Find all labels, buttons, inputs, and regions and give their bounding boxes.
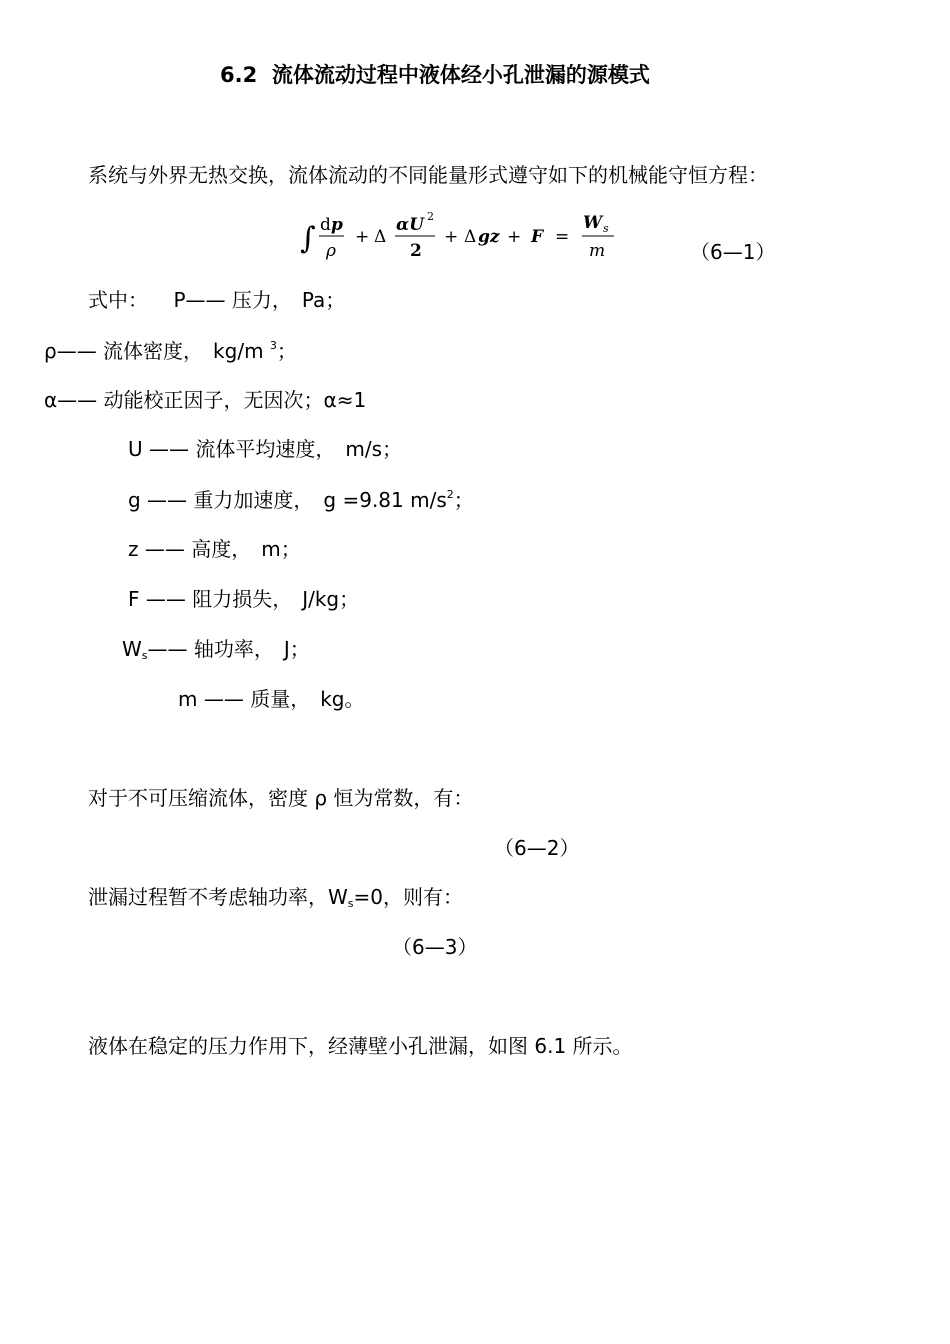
equation-number-6-2: （6—2） bbox=[494, 836, 580, 860]
delta-2: Δ bbox=[464, 227, 477, 247]
definition-density-end: ； bbox=[276, 339, 297, 363]
section-heading bbox=[220, 65, 650, 86]
equals-sign: = bbox=[555, 227, 570, 247]
frac1-num-p: p bbox=[331, 215, 343, 235]
plus-1: + bbox=[355, 227, 370, 247]
definition-gravity-text: g —— 重力加速度， g =9.81 m/s bbox=[128, 488, 447, 512]
definition-friction-loss: F —— 阻力损失， J/kg； bbox=[128, 587, 360, 611]
gravity-unit-exponent: 2 bbox=[446, 488, 454, 501]
equation-number-6-3: （6—3） bbox=[392, 935, 478, 959]
frac2-num-alpha-u: αU bbox=[396, 215, 424, 235]
definition-alpha: α—— 动能校正因子，无因次；α≈1 bbox=[44, 388, 367, 412]
frac2-num-exponent: 2 bbox=[427, 210, 434, 223]
definition-height: z —— 高度， m； bbox=[128, 537, 301, 561]
intro-paragraph: 系统与外界无热交换，流体流动的不同能量形式遵守如下的机械能守恒方程： bbox=[88, 163, 768, 187]
incompressible-paragraph: 对于不可压缩流体，密度 ρ 恒为常数，有： bbox=[88, 786, 474, 810]
leak-text: 泄漏过程暂不考虑轴功率，W bbox=[88, 885, 348, 909]
frac2-den-two: 2 bbox=[410, 241, 422, 261]
equation-number-6-1: （6—1） bbox=[690, 240, 776, 264]
gz-term: gz bbox=[478, 227, 500, 247]
leak-paragraph bbox=[88, 887, 463, 909]
delta-1: Δ bbox=[374, 227, 387, 247]
definition-density bbox=[44, 340, 297, 361]
friction-term: F bbox=[531, 227, 544, 247]
shaft-work-symbol: W bbox=[122, 637, 142, 661]
integral-sign: ∫ bbox=[300, 221, 316, 256]
frac3-num-w: W bbox=[583, 213, 603, 233]
definition-velocity: U —— 流体平均速度， m/s； bbox=[128, 437, 402, 461]
definition-gravity bbox=[128, 489, 474, 510]
where-line bbox=[88, 290, 345, 310]
frac1-den-rho: ρ bbox=[326, 241, 336, 261]
definition-shaft-work-text: —— 轴功率， J； bbox=[147, 637, 310, 661]
plus-3: + bbox=[507, 227, 522, 247]
shaft-work-subscript: s bbox=[141, 649, 148, 662]
section-number: 6.2 bbox=[220, 63, 258, 87]
section-title: 流体流动过程中液体经小孔泄漏的源模式 bbox=[271, 63, 650, 87]
frac3-num-sub-s: s bbox=[603, 222, 609, 235]
leak-text-end: =0，则有： bbox=[353, 885, 463, 909]
equation-6-1 bbox=[300, 208, 630, 266]
leak-subscript: s bbox=[347, 897, 354, 910]
definition-pressure: P—— 压力， Pa； bbox=[173, 288, 346, 312]
definition-density-text: ρ—— 流体密度， kg/m bbox=[44, 339, 270, 363]
plus-2: + bbox=[444, 227, 459, 247]
frac1-num-d: d bbox=[320, 215, 331, 235]
closing-paragraph: 液体在稳定的压力作用下，经薄壁小孔泄漏，如图 6.1 所示。 bbox=[88, 1034, 633, 1058]
density-unit-exponent: 3 bbox=[269, 339, 277, 352]
where-prefix: 式中： bbox=[88, 288, 148, 312]
definition-mass: m —— 质量， kg。 bbox=[178, 687, 365, 711]
definition-shaft-work bbox=[122, 639, 310, 661]
definition-gravity-end: ； bbox=[453, 488, 474, 512]
frac3-den-m: m bbox=[589, 241, 606, 261]
